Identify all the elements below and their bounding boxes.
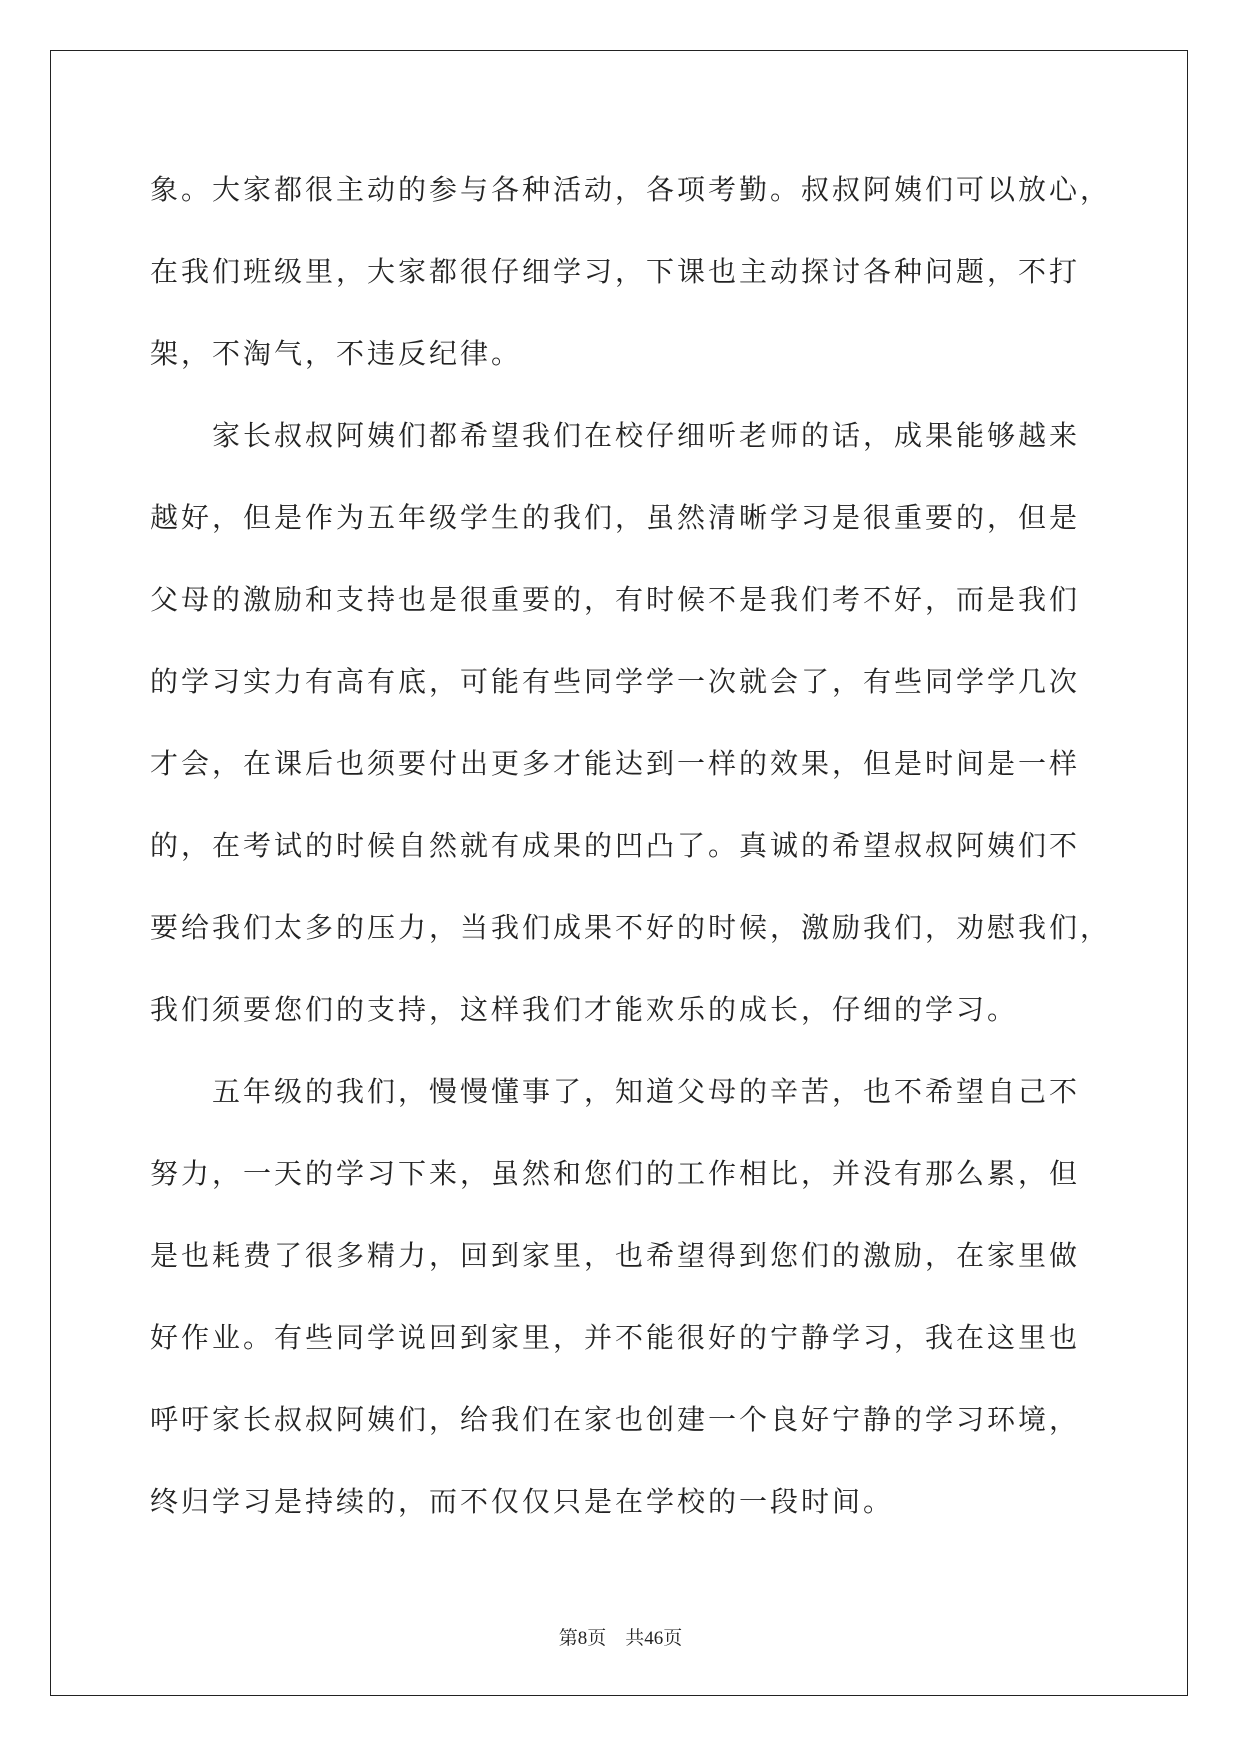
paragraph-start-line: 五年级的我们，慢慢懂事了，知道父母的辛苦，也不希望自己不: [212, 1075, 1081, 1108]
text-line: 要给我们太多的压力，当我们成果不好的时候，激励我们，劝慰我们，: [150, 911, 1112, 944]
text-line: 父母的激励和支持也是很重要的，有时候不是我们考不好，而是我们: [150, 583, 1081, 616]
paragraph-start-line: 家长叔叔阿姨们都希望我们在校仔细听老师的话，成果能够越来: [212, 419, 1081, 452]
page-footer: [0, 1623, 1241, 1650]
page-prefix: 第: [558, 1628, 578, 1649]
text-line: 努力，一天的学习下来，虽然和您们的工作相比，并没有那么累，但: [150, 1157, 1081, 1190]
text-line: 是也耗费了很多精力，回到家里，也希望得到您们的激励，在家里做: [150, 1239, 1081, 1272]
text-line: 象。大家都很主动的参与各种活动，各项考勤。叔叔阿姨们可以放心，: [150, 173, 1112, 206]
page-number: 8: [577, 1628, 588, 1649]
text-line: 的学习实力有高有底，可能有些同学学一次就会了，有些同学学几次: [150, 665, 1081, 698]
page-suffix: 页: [587, 1628, 607, 1649]
text-line: 呼吁家长叔叔阿姨们，给我们在家也创建一个良好宁静的学习环境，: [150, 1403, 1081, 1436]
text-line: 我们须要您们的支持，这样我们才能欢乐的成长，仔细的学习。: [150, 993, 1019, 1026]
text-line: 终归学习是持续的，而不仅仅只是在学校的一段时间。: [150, 1485, 895, 1518]
text-line: 好作业。有些同学说回到家里，并不能很好的宁静学习，我在这里也: [150, 1321, 1081, 1354]
text-line: 越好，但是作为五年级学生的我们，虽然清晰学习是很重要的，但是: [150, 501, 1081, 534]
text-line: 才会，在课后也须要付出更多才能达到一样的效果，但是时间是一样: [150, 747, 1081, 780]
text-line: 的，在考试的时候自然就有成果的凹凸了。真诚的希望叔叔阿姨们不: [150, 829, 1081, 862]
total-prefix: 共: [625, 1628, 645, 1649]
total-pages: 46: [644, 1628, 664, 1649]
total-suffix: 页: [663, 1628, 683, 1649]
document-body: [150, 160, 1112, 1554]
text-line: 在我们班级里，大家都很仔细学习，下课也主动探讨各种问题，不打: [150, 255, 1081, 288]
text-line: 架，不淘气，不违反纪律。: [150, 337, 523, 370]
